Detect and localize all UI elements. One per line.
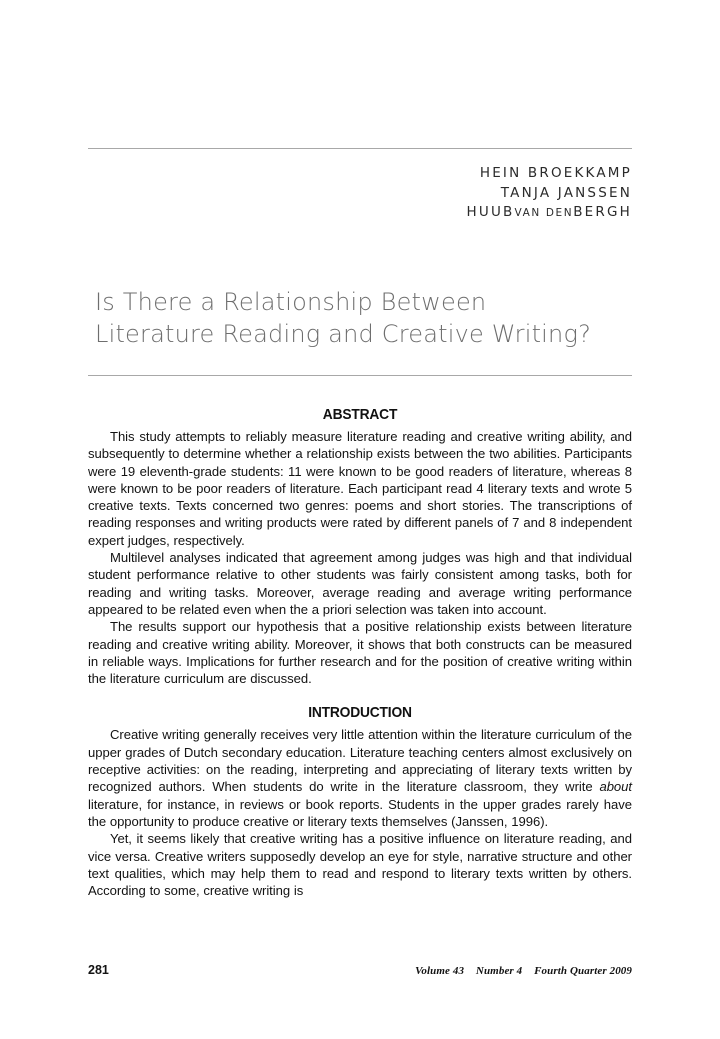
header-divider-rule — [88, 148, 632, 149]
journal-number: Number 4 — [475, 965, 523, 977]
title-line-1: Is There a Relationship Between — [95, 288, 487, 316]
author-name-3 — [88, 203, 632, 224]
title-divider-rule — [88, 375, 632, 376]
author-3-particle: VAN DEN — [514, 207, 574, 219]
introduction-heading: INTRODUCTION — [308, 704, 412, 722]
intro-p1-text-b: literature, for instance, in reviews or book reports. Students in the upper grades rarely have the opportunity to produce creative or literary texts themselves (Janssen, 1996). — [88, 796, 632, 829]
page-footer — [88, 963, 632, 977]
author-name-2: TANJA JANSSEN — [500, 184, 632, 201]
page-title — [95, 286, 635, 350]
article-body-column — [88, 406, 632, 899]
author-3-last: BERGH — [573, 204, 632, 220]
author-3-first: HUUB — [466, 204, 515, 220]
intro-p1-text-a: Creative writing generally receives very little attention within the literature curriculum of the upper grades of Dutch secondary education. Literature teaching centers almost exclusively on receptive activities: on the reading, interpreting and appreciating of literary texts written by recognized authors. When students do write in the literature classroom, they write — [88, 727, 632, 795]
abstract-paragraph-3: The results support our hypothesis that a positive relationship exists between literature reading and creative writing ability. Moreover, it shows that both constructs can be measured in reliable ways. Implications for further research and for the position of creative writing within the literature curriculum are discussed. — [88, 619, 632, 687]
journal-issue-info — [415, 965, 632, 977]
introduction-paragraph-2: Yet, it seems likely that creative writing has a positive influence on literature reading, and vice versa. Creative writers supposedly develop an eye for style, narrative structure and other text qualities, which may help them to read and respond to literary texts written by others. According to some, creative writing is — [88, 831, 632, 899]
abstract-heading: ABSTRACT — [322, 406, 398, 423]
title-line-2: Literature Reading and Creative Writing? — [95, 320, 592, 348]
author-block — [88, 164, 632, 224]
journal-volume: Volume 43 — [415, 965, 465, 977]
folio-page-number: 281 — [88, 963, 109, 977]
intro-p1-emphasis: about — [599, 779, 632, 795]
abstract-paragraph-2: Multilevel analyses indicated that agreement among judges was high and that individual student performance relative to other students was fairly consistent among tasks, both for reading and writing tasks. Moreover, average reading and average writing performance appeared to be related even when the a priori selection was taken into account. — [88, 550, 632, 617]
author-name-1: HEIN BROEKKAMP — [479, 165, 632, 181]
abstract-paragraph-1: This study attempts to reliably measure literature reading and creative writing ability, and subsequently to determine whether a relationship exists between the two abilities. Participants were 19 eleventh-grade students: 11 were known to be good readers of literature, whereas 8 were known to be poor readers of literature. Each participant read 4 literary texts and wrote 5 creative texts. Texts concerned two genres: poems and short stories. The transcriptions of reading responses and writing products were rated by different panels of 7 and 8 independent expert judges, respectively. — [88, 429, 632, 548]
journal-quarter: Fourth Quarter 2009 — [534, 965, 632, 977]
introduction-paragraph-1 — [88, 726, 632, 830]
